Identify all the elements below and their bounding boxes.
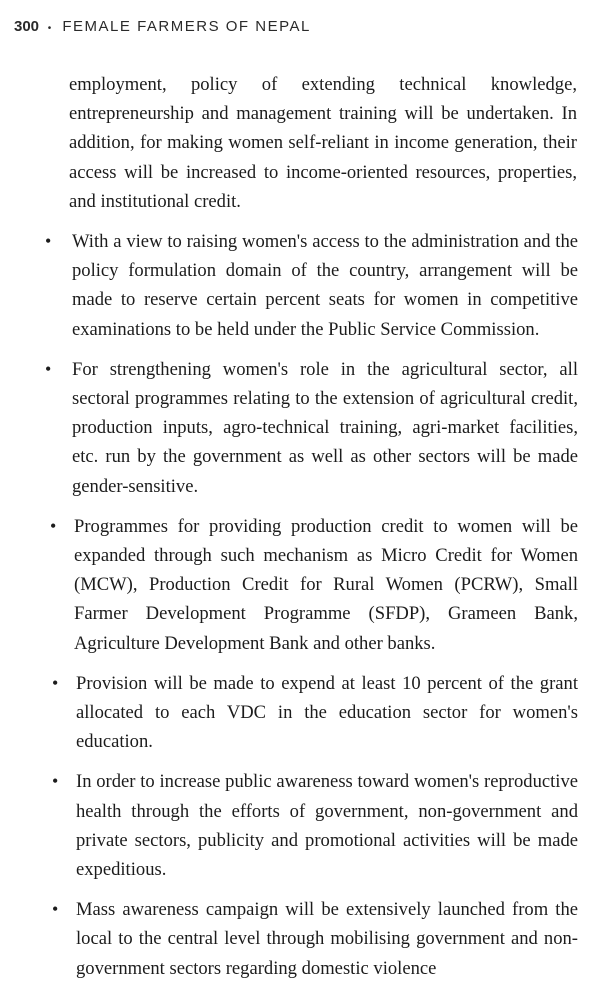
list-item xyxy=(0,227,600,344)
list-item-text: For strengthening women's role in the agricultural sector, all sectoral programmes relating to the extension of agricultural credit, production inputs, agro-technical training, agri-market facilities, etc. run by the government as well as other sectors will be made gender-sensitive. xyxy=(72,358,578,497)
header-separator: • xyxy=(47,23,53,34)
list-item-text: In order to increase public awareness toward women's reproductive health through the efforts of government, non-government and private sectors, publicity and promotional activities will be made expeditious. xyxy=(76,771,578,881)
running-title: FEMALE FARMERS OF NEPAL xyxy=(62,18,311,35)
list-item-text: With a view to raising women's access to the administration and the policy formulation domain of the country, arrangement will be made to reserve certain percent seats for women in competitive examinations to be held under the Public Service Commission. xyxy=(72,231,578,340)
bullet-marker: • xyxy=(52,899,59,920)
bullet-marker: • xyxy=(52,672,59,693)
list-item-text: Programmes for providing production credit to women will be expanded through such mechanism as Micro Credit for Women (MCW), Production Credit for Rural Women (PCRW), Small Farmer Development Programme (SFDP), Grameen Bank, Agriculture Development Bank and other banks. xyxy=(74,515,578,654)
bullet-marker: • xyxy=(45,231,52,252)
list-item xyxy=(0,895,600,983)
bullet-marker: • xyxy=(45,358,52,379)
page-number: 300 xyxy=(14,18,40,35)
list-item xyxy=(0,669,600,757)
list-item-text: Provision will be made to expend at least 10 percent of the grant allocated to each VDC in the education sector for women's education. xyxy=(76,672,578,753)
list-item xyxy=(0,767,600,884)
list-item-text: Mass awareness campaign will be extensively launched from the local to the central level through mobilising government and non-government sectors regarding domestic violence xyxy=(76,899,578,979)
bullet-marker: • xyxy=(52,771,59,792)
continuation-paragraph: employment, policy of extending technical knowledge, entrepreneurship and management training will be undertaken. In addition, for making women self-reliant in income generation, their access will be increased to income-oriented resources, properties, and institutional credit. xyxy=(69,74,577,212)
page-body xyxy=(0,70,600,983)
bullet-marker: • xyxy=(50,515,57,536)
list-item xyxy=(0,512,600,658)
list-item xyxy=(0,355,600,501)
running-header xyxy=(14,18,311,35)
